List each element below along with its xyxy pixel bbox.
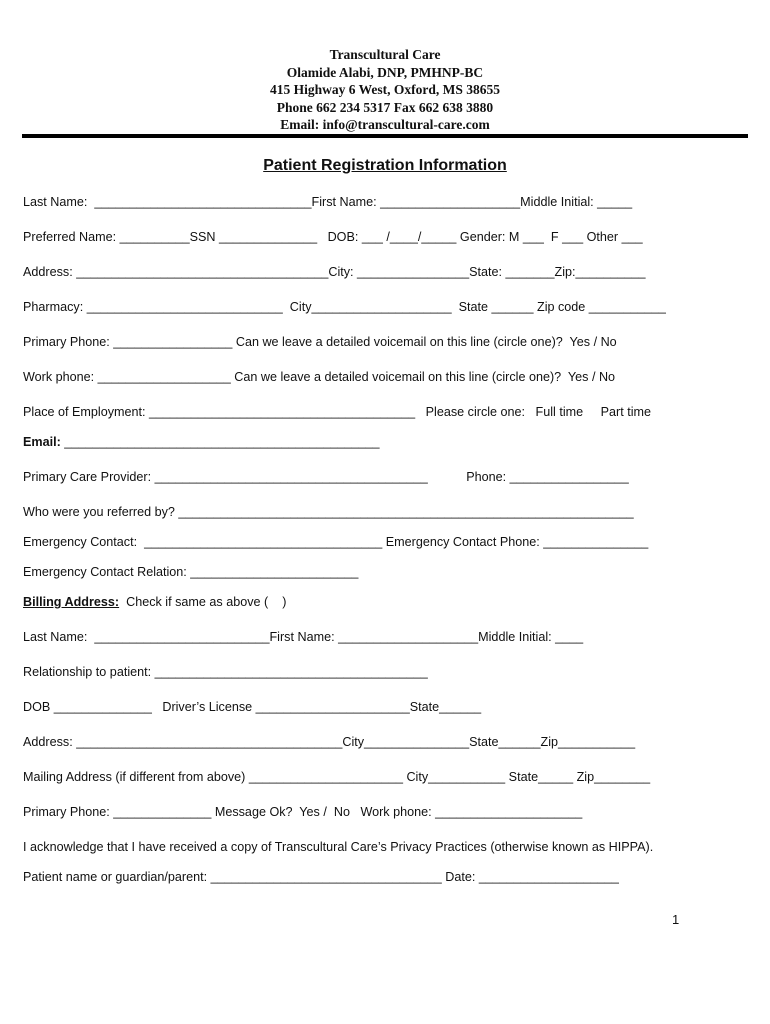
emergency-contact-line[interactable]: Emergency Contact: __________________________________ Emergency Contact Phone: _______________ xyxy=(23,535,649,549)
signature-line[interactable]: Patient name or guardian/parent: _________________________________ Date: ____________________ xyxy=(23,870,619,884)
dob-license-line[interactable]: DOB ______________ Driver’s License ______________________State______ xyxy=(23,700,482,714)
emergency-relation-line[interactable]: Emergency Contact Relation: ________________________ xyxy=(23,565,359,579)
primary-phone-line[interactable]: Primary Phone: _________________ Can we leave a detailed voicemail on this line (circle one)? Yes / No xyxy=(23,335,617,349)
clinic-address: 415 Highway 6 West, Oxford, MS 38655 xyxy=(269,82,500,98)
address-line[interactable]: Address: ____________________________________City: ________________State: _______Zip:__________ xyxy=(23,265,646,279)
work-phone-line[interactable]: Work phone: ___________________ Can we leave a detailed voicemail on this line (circle one)? Yes / No xyxy=(23,370,616,384)
preferred-name-line[interactable]: Preferred Name: __________SSN ______________ DOB: ___ /____/_____ Gender: M ___ F ___ Other ___ xyxy=(23,230,643,244)
email-line[interactable] xyxy=(23,434,379,450)
page-number: 1 xyxy=(672,912,680,927)
referred-by-line[interactable]: Who were you referred by? _________________________________________________________________ xyxy=(23,505,634,519)
pharmacy-line[interactable]: Pharmacy: ____________________________ City____________________ State ______ Zip code ___________ xyxy=(23,300,666,314)
form-title: Patient Registration Information xyxy=(263,157,507,174)
mailing-address-line[interactable]: Mailing Address (if different from above) ______________________ City___________ State_____ Zip________ xyxy=(23,770,651,784)
same-as-above-checkbox[interactable]: Check if same as above ( ) xyxy=(119,595,287,609)
email-blank[interactable]: _____________________________________________ xyxy=(60,435,380,449)
clinic-phone-fax: Phone 662 234 5317 Fax 662 638 3880 xyxy=(276,99,494,115)
name-line[interactable]: Last Name: _______________________________First Name: ____________________Middle Initial: _____ xyxy=(23,195,633,209)
employment-line[interactable]: Place of Employment: ______________________________________ Please circle one: Full time Part time xyxy=(23,405,652,419)
provider-name: Olamide Alabi, DNP, PMHNP-BC xyxy=(286,64,484,80)
clinic-email: Email: info@transcultural-care.com xyxy=(280,117,490,133)
billing-address-heading xyxy=(23,594,286,610)
billing-street-line[interactable]: Address: ______________________________________City_______________State______Zip___________ xyxy=(23,735,636,749)
billing-address-label: Billing Address: xyxy=(23,595,120,609)
primary-care-provider-line[interactable]: Primary Care Provider: _______________________________________ Phone: _________________ xyxy=(23,470,629,484)
email-label: Email: xyxy=(23,435,61,449)
acknowledgement-text: I acknowledge that I have received a copy of Transcultural Care’s Privacy Practices (otherwise known as HIPPA). xyxy=(23,840,654,854)
header-divider xyxy=(22,134,748,138)
billing-name-line[interactable]: Last Name: _________________________First Name: ____________________Middle Initial: ____ xyxy=(23,630,584,644)
clinic-name: Transcultural Care xyxy=(329,47,441,62)
relationship-line[interactable]: Relationship to patient: _______________________________________ xyxy=(23,665,428,679)
billing-phone-line[interactable]: Primary Phone: ______________ Message Ok? Yes / No Work phone: _____________________ xyxy=(23,805,583,819)
clinic-header xyxy=(0,46,770,134)
